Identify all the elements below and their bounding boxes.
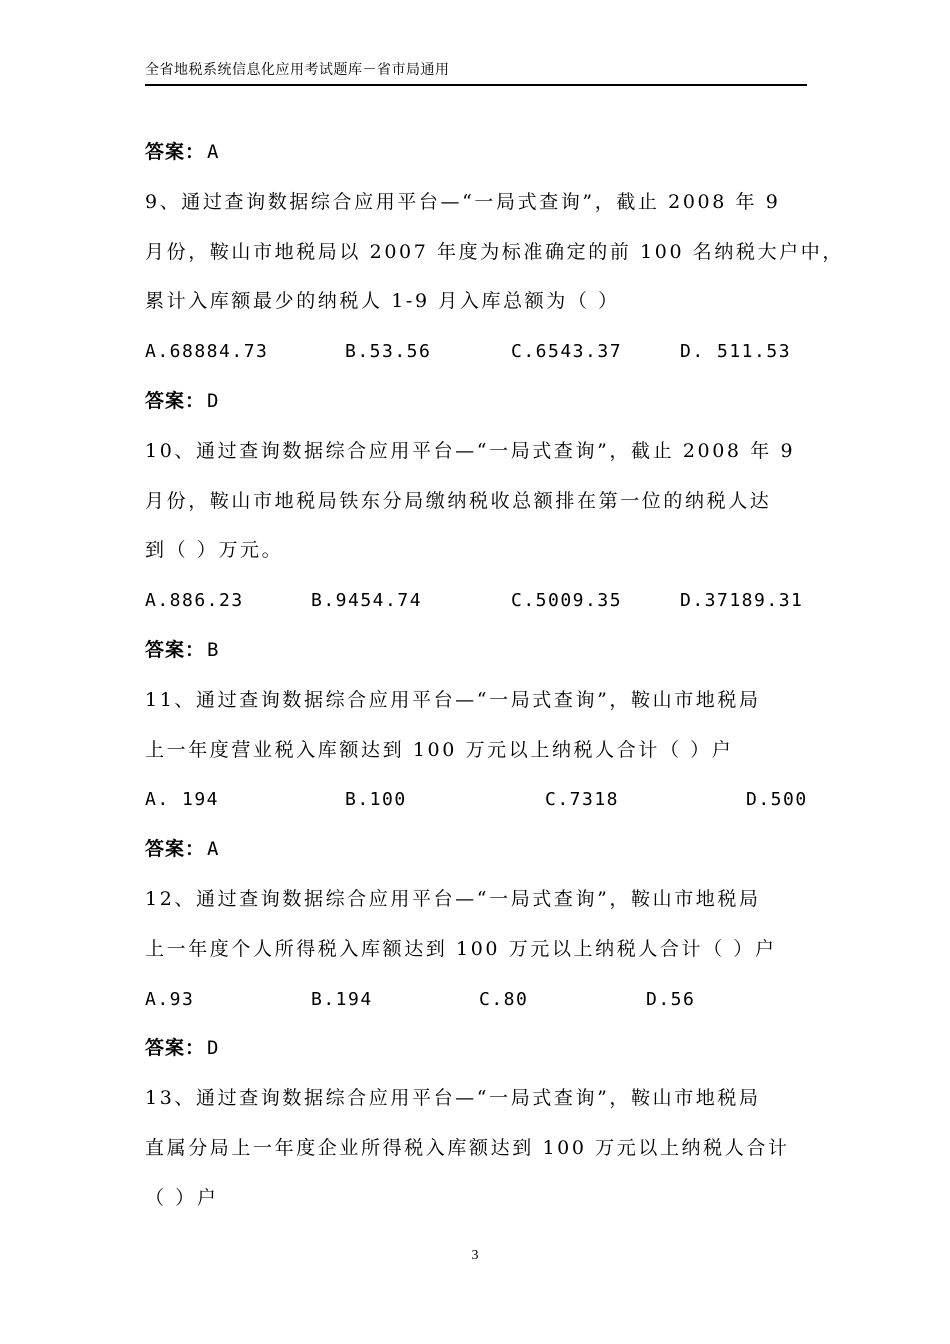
option-b: B.53.56 xyxy=(345,341,432,363)
question-12 xyxy=(145,875,815,1074)
question-text-line: 月份，鞍山市地税局铁东分局缴纳税收总额排在第一位的纳税人达 xyxy=(145,489,772,512)
question-text-line: 直属分局上一年度企业所得税入库额达到 100 万元以上纳税人合计 xyxy=(145,1136,790,1159)
options-row xyxy=(145,775,815,825)
question-text-line: 12、通过查询数据综合应用平台—“一局式查询”，鞍山市地税局 xyxy=(145,887,761,910)
option-a: A.886.23 xyxy=(145,590,244,612)
option-d: D.37189.31 xyxy=(680,590,804,612)
question-text-line: 上一年度营业税入库额达到 100 万元以上纳税人合计（ ）户 xyxy=(145,738,734,761)
answer-label: 答案： xyxy=(145,838,206,861)
question-text-line: 11、通过查询数据综合应用平台—“一局式查询”，鞍山市地税局 xyxy=(145,688,761,711)
option-c: C.5009.35 xyxy=(511,590,623,612)
question-text-line: 9、通过查询数据综合应用平台—“一局式查询”，截止 2008 年 9 xyxy=(145,190,781,213)
option-a: A. 194 xyxy=(145,789,220,811)
option-d: D.56 xyxy=(646,988,696,1010)
answer-line xyxy=(145,825,815,875)
answer-label: 答案： xyxy=(145,141,206,163)
answer-label: 答案： xyxy=(145,638,206,661)
answer-label: 答案： xyxy=(145,1037,206,1060)
option-d: D. 511.53 xyxy=(680,341,792,363)
option-b: B.9454.74 xyxy=(311,590,423,612)
option-c: C.6543.37 xyxy=(511,341,623,363)
answer-line xyxy=(145,377,815,427)
options-row xyxy=(145,327,815,377)
option-c: C.80 xyxy=(479,988,529,1010)
question-text-line: （ ）户 xyxy=(145,1186,219,1209)
question-text-line: 13、通过查询数据综合应用平台—“一局式查询”，鞍山市地税局 xyxy=(145,1087,761,1110)
answer-line xyxy=(145,626,815,676)
answer-line xyxy=(145,128,815,178)
question-text-line: 到（ ）万元。 xyxy=(145,539,284,562)
answer-value: A xyxy=(207,141,222,163)
option-a: A.93 xyxy=(145,988,195,1010)
document-body xyxy=(145,128,844,1224)
question-text-line: 月份，鞍山市地税局以 2007 年度为标准确定的前 100 名纳税大户中， xyxy=(145,240,844,263)
options-row xyxy=(145,975,815,1025)
page-number: 3 xyxy=(471,1248,479,1263)
question-13 xyxy=(145,1074,815,1223)
question-10 xyxy=(145,427,815,676)
answer-line xyxy=(145,1024,815,1074)
page-header xyxy=(145,60,807,86)
option-b: B.100 xyxy=(345,789,407,811)
answer-value: D xyxy=(207,1037,222,1060)
answer-value: D xyxy=(207,389,222,412)
question-9 xyxy=(145,178,844,427)
option-b: B.194 xyxy=(311,988,373,1010)
question-text-line: 10、通过查询数据综合应用平台—“一局式查询”，截止 2008 年 9 xyxy=(145,439,796,462)
option-d: D.500 xyxy=(746,789,808,811)
option-c: C.7318 xyxy=(545,789,620,811)
question-text-line: 累计入库额最少的纳税人 1-9 月入库总额为（ ） xyxy=(145,290,620,313)
options-row xyxy=(145,576,815,626)
answer-value: B xyxy=(207,638,222,661)
question-text-line: 上一年度个人所得税入库额达到 100 万元以上纳税人合计（ ）户 xyxy=(145,937,777,960)
option-a: A.68884.73 xyxy=(145,341,269,363)
answer-value: A xyxy=(207,838,222,861)
header-title: 全省地税系统信息化应用考试题库－省市局通用 xyxy=(145,62,450,78)
question-11 xyxy=(145,676,815,875)
answer-label: 答案： xyxy=(145,389,206,412)
